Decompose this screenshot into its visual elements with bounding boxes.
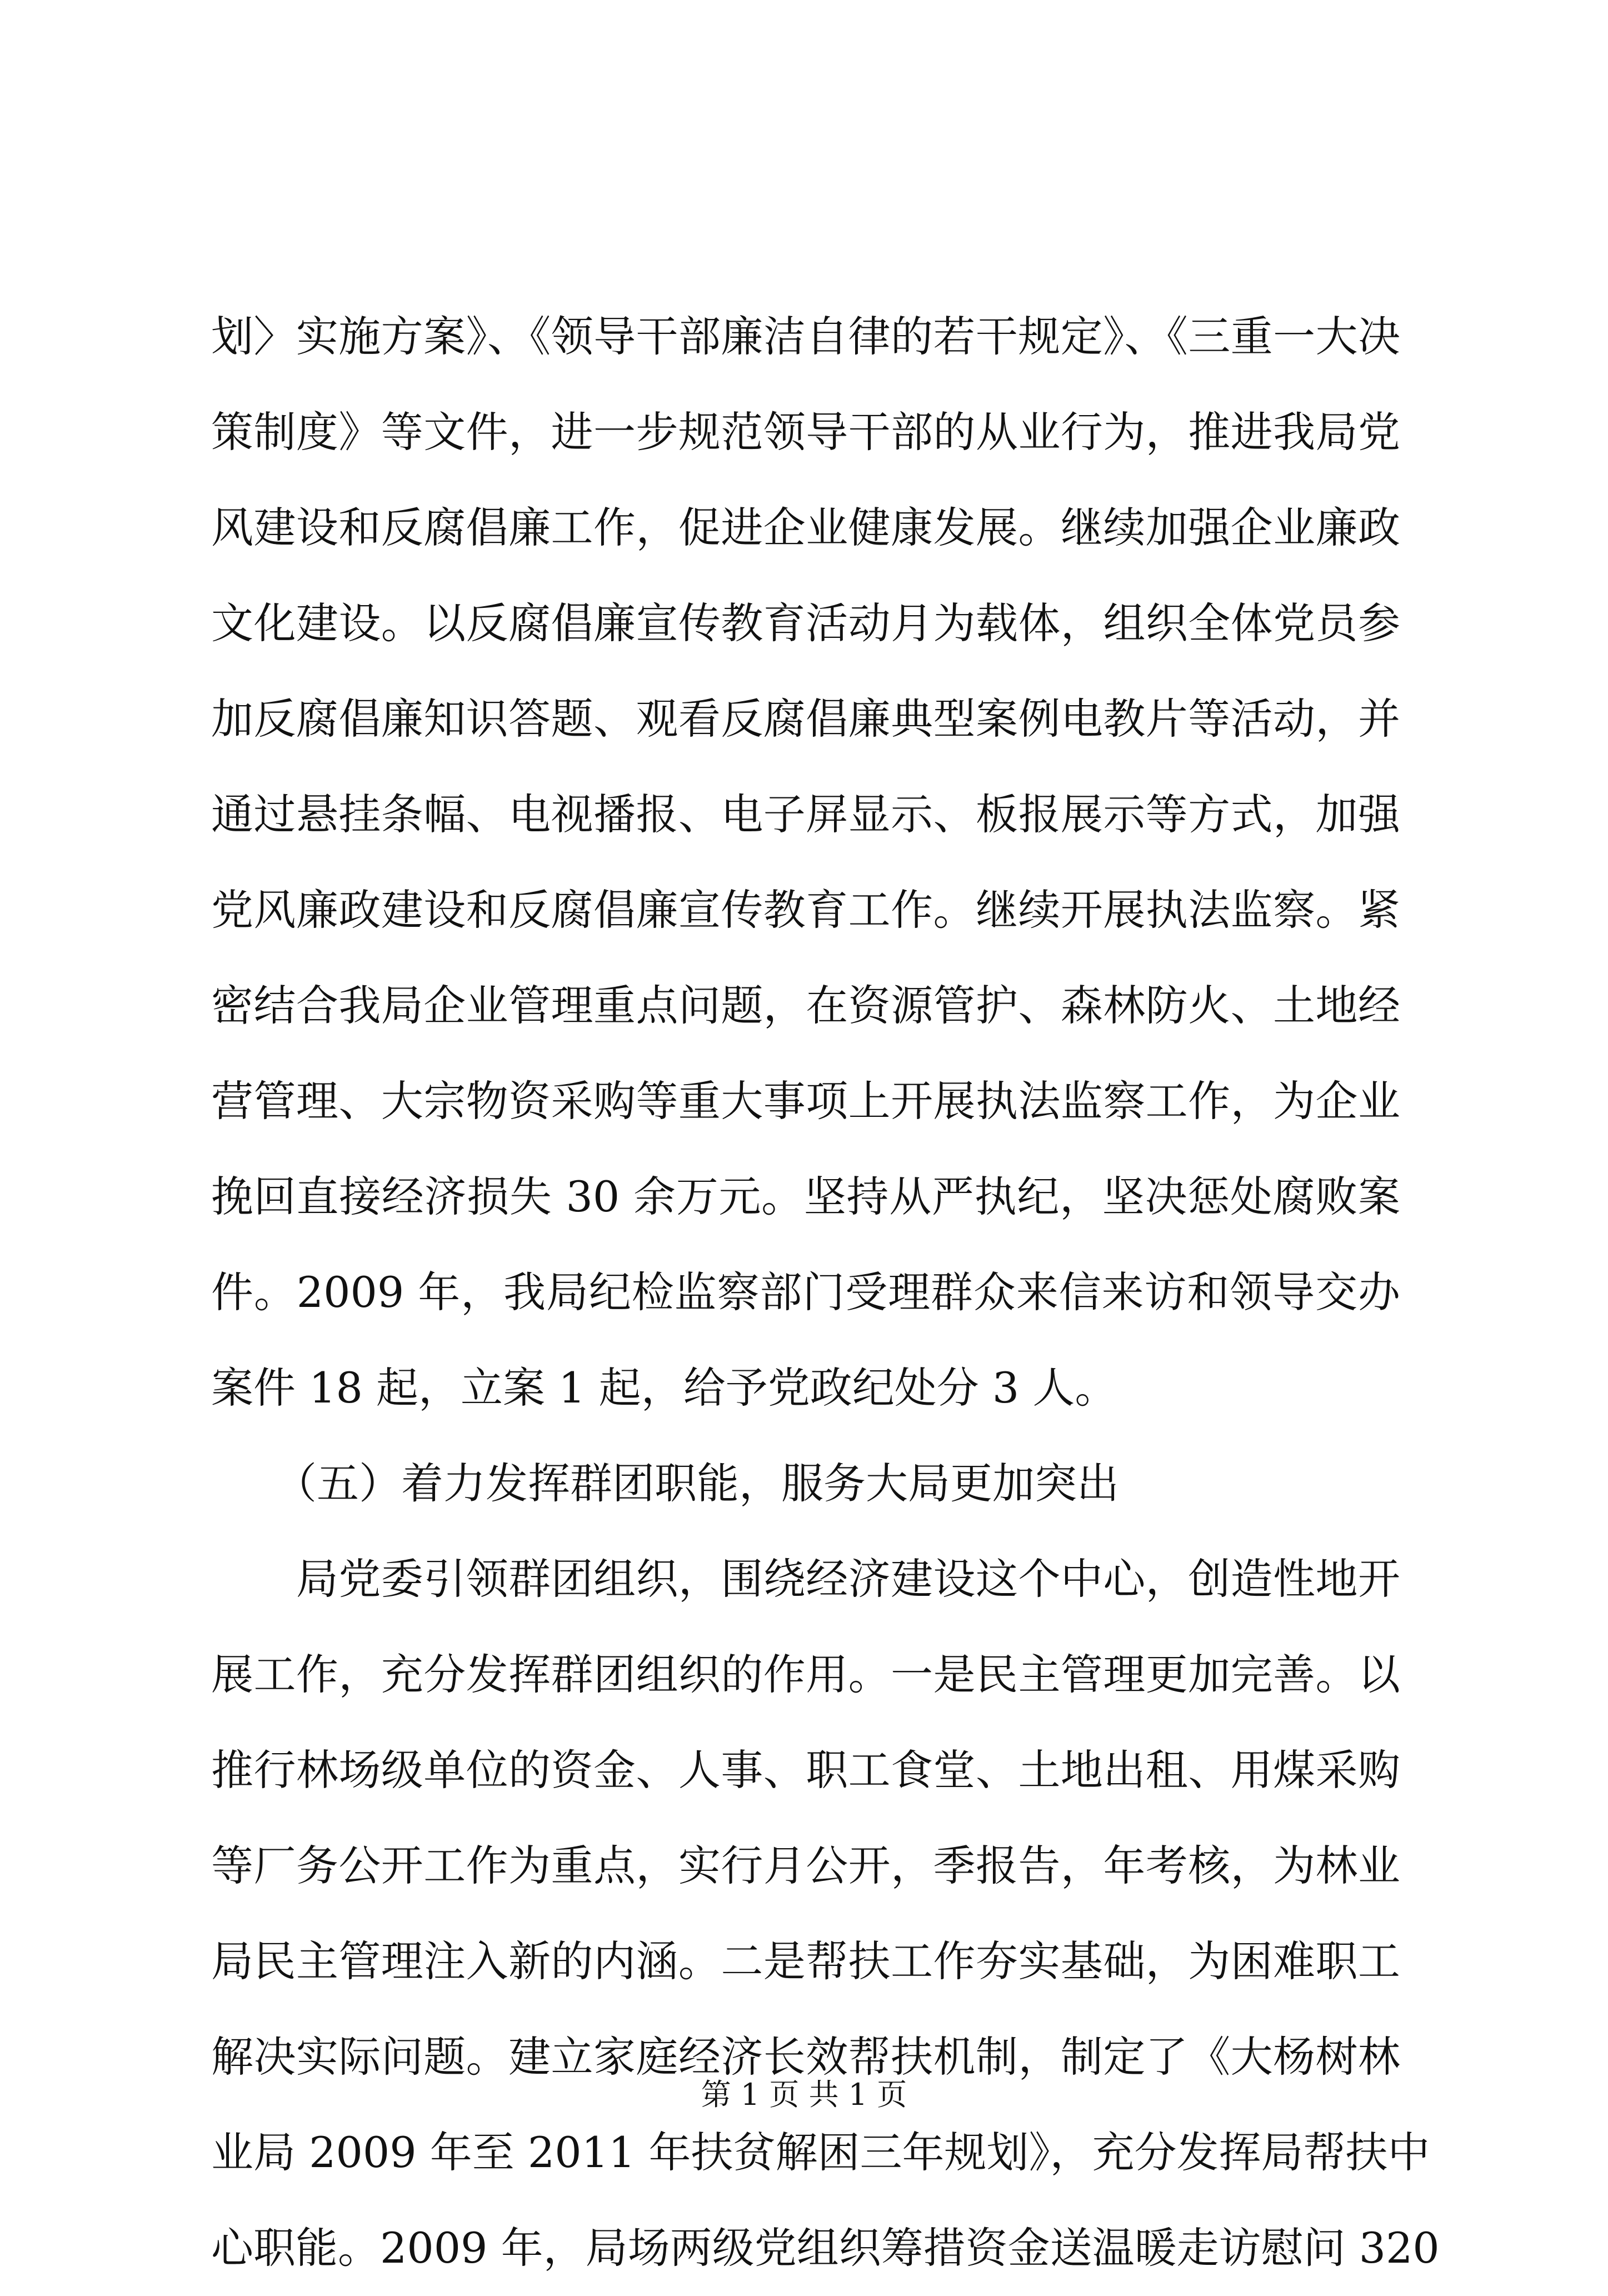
text-line: 局民主管理注入新的内涵。二是帮扶工作夯实基础，为困难职工 (211, 1936, 1400, 1986)
text-line: 密结合我局企业管理重点问题，在资源管护、森林防火、土地经 (211, 981, 1400, 1030)
text-line: 等厂务公开工作为重点，实行月公开，季报告，年考核，为林业 (211, 1841, 1400, 1890)
text-line: 心职能。2009 年，局场两级党组织筹措资金送温暖走访慰问 320 (211, 2223, 1440, 2273)
text-line: 策制度》等文件，进一步规范领导干部的从业行为，推进我局党 (211, 407, 1400, 457)
page-footer (0, 2075, 1608, 2114)
text-line: 件。2009 年，我局纪检监察部门受理群众来信来访和领导交办 (211, 1267, 1400, 1317)
text-line: 党风廉政建设和反腐倡廉宣传教育工作。继续开展执法监察。紧 (211, 885, 1400, 935)
paragraph-first-line: 局党委引领群团组织，围绕经济建设这个中心，创造性地开 (211, 1554, 1400, 1604)
text-line: 业局 2009 年至 2011 年扶贫解困三年规划》，充分发挥局帮扶中 (211, 2128, 1430, 2177)
text-line: 营管理、大宗物资采购等重大事项上开展执法监察工作，为企业 (211, 1076, 1400, 1126)
text-line: 加反腐倡廉知识答题、观看反腐倡廉典型案例电教片等活动，并 (211, 694, 1400, 743)
page-number: 第 1 页 共 1 页 (701, 2077, 907, 2112)
body-text (211, 289, 1440, 2296)
text-line: 文化建设。以反腐倡廉宣传教育活动月为载体，组织全体党员参 (211, 598, 1400, 648)
text-line: 推行林场级单位的资金、人事、职工食堂、土地出租、用煤采购 (211, 1745, 1400, 1795)
paragraph-end-line: 案件 18 起，立案 1 起，给予党政纪处分 3 人。 (211, 1363, 1117, 1412)
text-line: 挽回直接经济损失 30 余万元。坚持从严执纪，坚决惩处腐败案 (211, 1172, 1400, 1221)
text-line: 风建设和反腐倡廉工作，促进企业健康发展。继续加强企业廉政 (211, 503, 1400, 552)
text-line: 通过悬挂条幅、电视播报、电子屏显示、板报展示等方式，加强 (211, 790, 1400, 839)
text-line: 展工作，充分发挥群团组织的作用。一是民主管理更加完善。以 (211, 1650, 1400, 1699)
section-heading: （五）着力发挥群团职能，服务大局更加突出 (211, 1459, 1119, 1508)
text-line: 划〉实施方案》、《领导干部廉洁自律的若干规定》、《三重一大决 (211, 312, 1400, 361)
text-line: 解决实际问题。建立家庭经济长效帮扶机制，制定了《大杨树林 (211, 2032, 1400, 2082)
